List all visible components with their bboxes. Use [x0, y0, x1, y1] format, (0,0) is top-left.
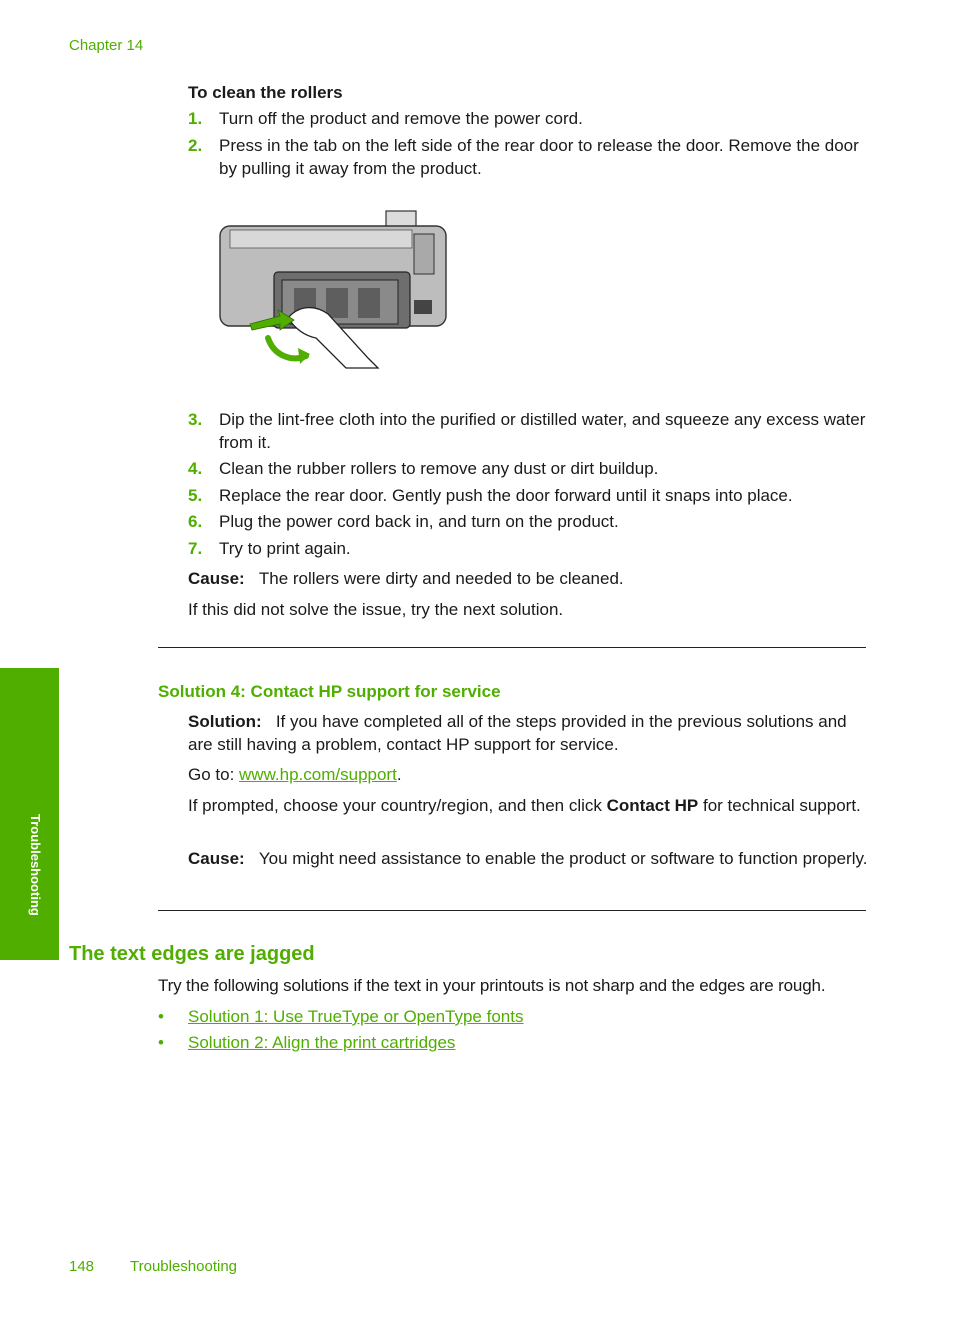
- step-5: [188, 485, 868, 508]
- page-number: 148: [69, 1258, 95, 1275]
- solution-paragraph: [188, 711, 868, 756]
- step-text: Press in the tab on the left side of the rear door to release the door. Remove the door by pulling it away from the product.: [219, 136, 859, 178]
- goto-paragraph: [188, 764, 868, 787]
- divider: [158, 647, 866, 648]
- step-text: Turn off the product and remove the power cord.: [219, 109, 583, 128]
- footer-section: Troubleshooting: [130, 1258, 238, 1275]
- step-7: [188, 538, 868, 561]
- step-number: 5.: [188, 486, 203, 505]
- step-number: 7.: [188, 539, 203, 558]
- step-2: [188, 135, 868, 180]
- prompt-text-b: for technical support.: [698, 796, 861, 815]
- section-intro: Try the following solutions if the text in your printouts is not sharp and the edges are rough.: [158, 976, 826, 995]
- cause-paragraph-2: [188, 848, 868, 871]
- list-item: [158, 1007, 523, 1027]
- section-heading: The text edges are jagged: [69, 943, 315, 965]
- printer-illustration-svg: [218, 208, 450, 374]
- cause-text: The rollers were dirty and needed to be cleaned.: [258, 569, 624, 588]
- step-1: [188, 108, 868, 131]
- bullet-icon: •: [158, 1033, 164, 1052]
- cause-text: You might need assistance to enable the product or software to function properly.: [258, 849, 868, 868]
- cause-paragraph: [188, 568, 868, 591]
- side-tab-label: Troubleshooting: [28, 814, 43, 916]
- contact-hp-label: Contact HP: [606, 796, 699, 815]
- step-text: Clean the rubber rollers to remove any dust or dirt buildup.: [219, 459, 659, 478]
- cause-label: Cause:: [188, 569, 245, 588]
- step-6: [188, 511, 868, 534]
- step-text: Replace the rear door. Gently push the door forward until it snaps into place.: [219, 486, 793, 505]
- step-text: Try to print again.: [219, 539, 351, 558]
- next-solution-note: If this did not solve the issue, try the next solution.: [188, 600, 564, 619]
- step-text: Plug the power cord back in, and turn on the product.: [219, 512, 619, 531]
- hp-support-link[interactable]: www.hp.com/support: [239, 765, 397, 784]
- prompt-paragraph: [188, 795, 868, 818]
- divider: [158, 910, 866, 911]
- list-item: [158, 1033, 455, 1053]
- solution-2-link[interactable]: Solution 2: Align the print cartridges: [188, 1033, 456, 1052]
- procedure-title: To clean the rollers: [188, 83, 343, 102]
- prompt-text-a: If prompted, choose your country/region, and then click: [188, 796, 607, 815]
- bullet-icon: •: [158, 1007, 164, 1026]
- step-3: [188, 409, 868, 454]
- step-text: Dip the lint-free cloth into the purified or distilled water, and squeeze any excess water from it.: [219, 410, 866, 452]
- goto-end: .: [396, 765, 402, 784]
- solution-label: Solution:: [188, 712, 262, 731]
- chapter-header: Chapter 14: [69, 37, 144, 54]
- printer-rear-door-illustration: [218, 208, 450, 374]
- cause-label: Cause:: [188, 849, 245, 868]
- step-number: 2.: [188, 136, 203, 155]
- goto-label: Go to:: [188, 765, 240, 784]
- solution-text: If you have completed all of the steps provided in the previous solutions and are still having a problem, contact HP support for service.: [188, 712, 847, 754]
- step-number: 6.: [188, 512, 203, 531]
- step-4: [188, 458, 868, 481]
- step-number: 4.: [188, 459, 203, 478]
- solution-1-link[interactable]: Solution 1: Use TrueType or OpenType fonts: [188, 1007, 524, 1026]
- solution-4-heading: Solution 4: Contact HP support for service: [158, 682, 501, 701]
- step-number: 1.: [188, 109, 203, 128]
- step-number: 3.: [188, 410, 203, 429]
